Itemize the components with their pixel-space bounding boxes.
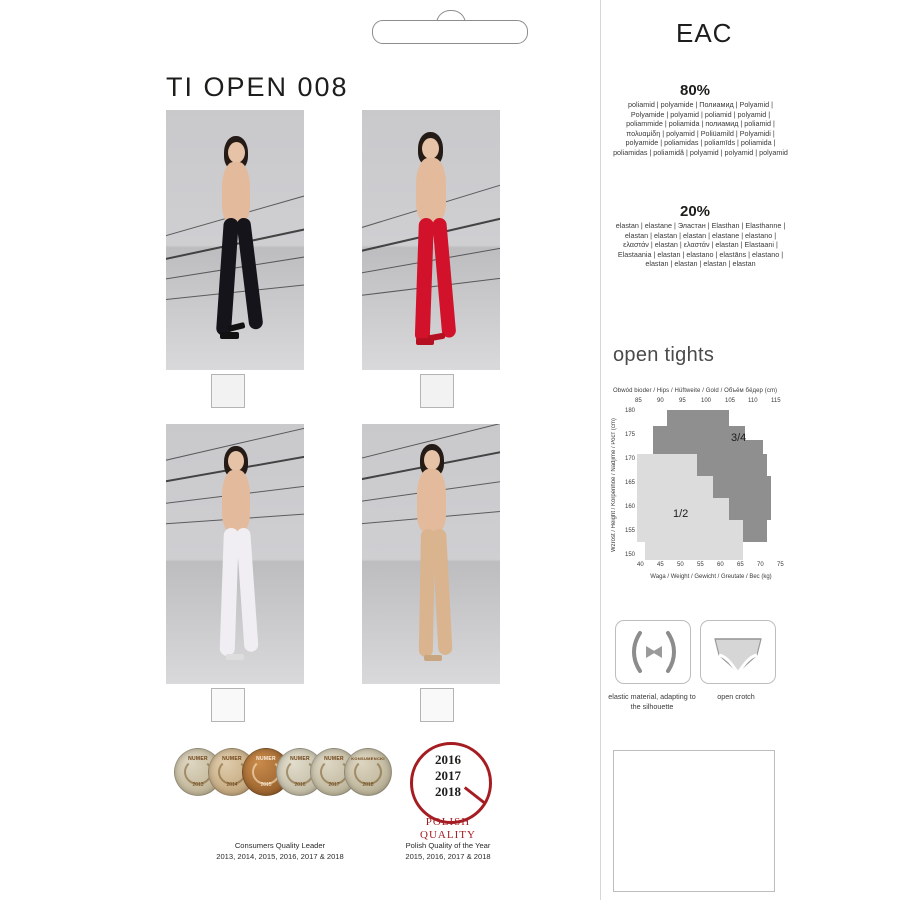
blank-label-area bbox=[613, 750, 775, 892]
chart-weight-label: Waga / Weight / Gewicht / Greutate / Вес (kg) bbox=[650, 574, 772, 580]
product-photo-beige bbox=[362, 424, 500, 684]
eac-mark: EAC bbox=[676, 18, 733, 48]
color-swatch-red[interactable] bbox=[420, 374, 454, 408]
award2-caption-line1: Polish Quality of the Year bbox=[405, 841, 491, 850]
model-head bbox=[228, 451, 244, 471]
award-medal: NUMER 2017 bbox=[310, 748, 358, 796]
product-photo-red bbox=[362, 110, 500, 370]
chart-label-34: 3/4 bbox=[731, 432, 747, 444]
product-subtitle: open tights bbox=[613, 344, 715, 366]
chart-region-dark bbox=[697, 454, 767, 476]
award-medal: NUMER 2015 bbox=[242, 748, 290, 796]
award-caption-line2: 2013, 2014, 2015, 2016, 2017 & 2018 bbox=[216, 852, 344, 861]
model-head bbox=[424, 450, 440, 470]
composition-names-elastane: elastan | elastane | Эластан | Elasthan | Elasthanne | elastan | elastan | elastan | elastane | elastano | ελαστάν | elastan | ελαστάν | elastan | Elastaani | Elastaania | elastan | elastano | elastāns | elastano | elastan | elastan | elastan | elastan bbox=[615, 221, 786, 269]
chart-y-ticks: 180 175 170 165 160 155 150 bbox=[624, 408, 635, 558]
award-medal: NUMER 2013 bbox=[174, 748, 222, 796]
chart-region-light bbox=[637, 454, 697, 476]
feature-box-elastic bbox=[615, 620, 691, 684]
chart-region-dark bbox=[653, 440, 763, 454]
color-swatch-beige[interactable] bbox=[420, 688, 454, 722]
model-head bbox=[228, 142, 245, 163]
composition-percent-elastane: 20% bbox=[680, 203, 711, 220]
chart-grid bbox=[637, 410, 787, 560]
feature-box-open-crotch bbox=[700, 620, 776, 684]
open-crotch-icon bbox=[701, 621, 775, 683]
chart-x-bottom-ticks: 40 45 50 55 60 65 70 75 bbox=[637, 562, 784, 568]
feature-caption-elastic: elastic material, adapting to the silhouette bbox=[608, 692, 696, 711]
model-shoe bbox=[424, 655, 442, 661]
award-medal: KONSUMENCKI 2018 bbox=[344, 748, 392, 796]
chart-region-light bbox=[637, 520, 743, 542]
chart-label-12: 1/2 bbox=[673, 508, 689, 520]
column-divider bbox=[600, 0, 601, 900]
color-swatch-white[interactable] bbox=[211, 688, 245, 722]
award2-caption-line2: 2015, 2016, 2017 & 2018 bbox=[405, 852, 491, 861]
chart-region-dark bbox=[713, 476, 771, 498]
award-polish-quality bbox=[396, 742, 500, 841]
chart-hips-label: Obwód bioder / Hips / Hüftweite / Gold / Объём бёдер (cm) bbox=[613, 388, 778, 394]
award-medal: NUMER 2014 bbox=[208, 748, 256, 796]
hanger-graphic bbox=[372, 10, 528, 44]
composition-names-polyamide: poliamid | polyamide | Полиамид | Polyamid | Polyamide | polyamid | poliamid | polyamid | poliammide | poliamida | полиамид | poliamid | πολυαμίδη | polyamid | Poliüamild | Polyamidi | polyamide | poliamidas | poliamīds | poliamida | poliamidas | poliamidă | polyamid | polyamid | polyamid bbox=[613, 100, 788, 157]
award-medal: NUMER 2016 bbox=[276, 748, 324, 796]
model-head bbox=[422, 138, 439, 159]
model-torso bbox=[222, 162, 250, 224]
feature-caption-open-crotch: open crotch bbox=[717, 692, 755, 701]
chart-region-light bbox=[637, 476, 713, 498]
chart-region-light bbox=[645, 542, 743, 560]
chart-region-dark bbox=[729, 498, 771, 520]
chart-height-label: Wzrost / Height / Körpenhöe / Nadjime / Рост (cm) bbox=[611, 418, 617, 552]
product-photo-black bbox=[166, 110, 304, 370]
award-caption-line1: Consumers Quality Leader bbox=[234, 841, 326, 850]
chart-region-dark bbox=[667, 410, 729, 426]
award-years: 2016 2017 2018 bbox=[435, 752, 461, 799]
hanger-body-icon bbox=[372, 20, 528, 44]
color-swatch-black[interactable] bbox=[211, 374, 245, 408]
composition-percent-polyamide: 80% bbox=[680, 82, 711, 99]
product-photo-white bbox=[166, 424, 304, 684]
chart-x-top-ticks: 85 90 95 100 105 110 115 bbox=[635, 398, 781, 404]
chart-region-dark bbox=[743, 520, 767, 542]
size-chart bbox=[613, 388, 788, 598]
model-torso bbox=[222, 470, 250, 532]
model-torso bbox=[416, 158, 446, 222]
page-title: TI OPEN 008 bbox=[166, 72, 349, 102]
model-torso bbox=[417, 469, 446, 533]
model-shoe bbox=[220, 332, 239, 339]
elastic-material-icon bbox=[616, 621, 690, 683]
model-shoe bbox=[226, 654, 244, 660]
award-polish-text: POLISH QUALITY bbox=[420, 816, 476, 841]
